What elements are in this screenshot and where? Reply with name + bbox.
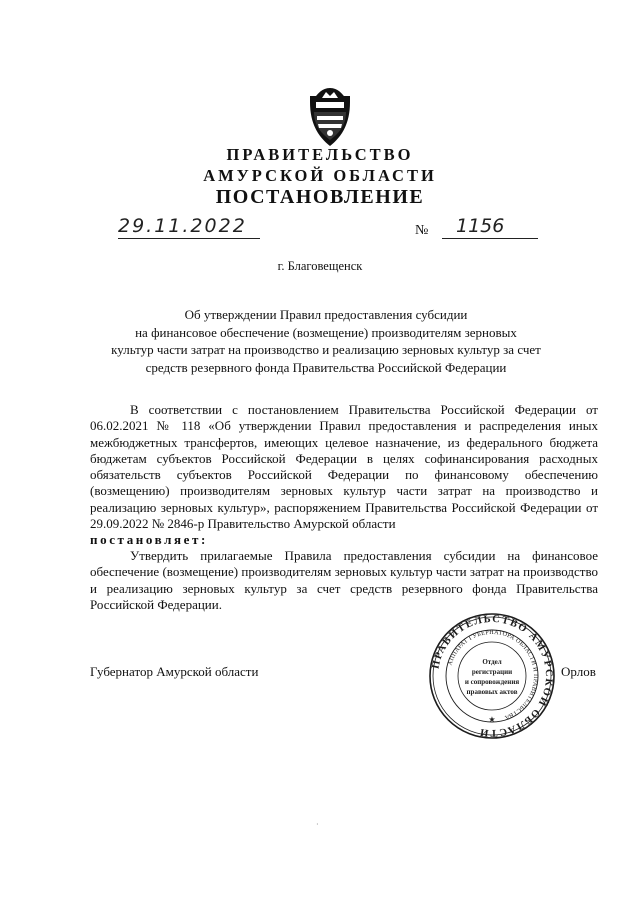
subject-line: Об утверждении Правил предоставления субсидии — [184, 307, 468, 322]
decree-subject — [90, 306, 562, 376]
handwritten-date: 29.11.2022 — [118, 214, 260, 239]
subject-line: на финансовое обеспечение (возмещение) производителям зерновых — [135, 324, 517, 340]
number-sign: № — [415, 223, 429, 238]
signatory-name: Орлов — [561, 664, 596, 679]
stamp-star-icon: ★ — [488, 715, 496, 724]
stamp-outer-ring-text: ПРАВИТЕЛЬСТВО АМУРСКОЙ ОБЛАСТИ — [430, 613, 555, 739]
stamp-center-line: регистрации — [471, 668, 513, 676]
government-title-line2: АМУРСКОЙ ОБЛАСТИ — [203, 166, 437, 185]
city-label: г. Благовещенск — [277, 259, 363, 273]
document-type-title: ПОСТАНОВЛЕНИЕ — [215, 186, 425, 208]
stamp-center-line: правовых актов — [466, 688, 518, 696]
government-title-line1: ПРАВИТЕЛЬСТВО — [226, 145, 414, 164]
stamp-center-line: и сопровождения — [464, 678, 520, 686]
subject-line: культур части затрат на производство и реализацию зерновых культур за счет — [111, 342, 541, 357]
scan-speck: · — [316, 820, 319, 829]
subject-line: средств резервного фонда Правительства Российской Федерации — [145, 359, 507, 375]
coat-of-arms-icon — [300, 86, 360, 148]
preamble-paragraph: В соответствии с постановлением Правительства Российской Федерации от 06.02.2021 № 118 «Об утверждении Правил предоставления и распределения иных межбюджетных трансфертов, имеющих целевое назначение, из федерального бюджета бюджетам субъектов Российской Федерации в целях софинансирования расходных обязательств субъектов Российской Федерации по финансовому обеспечению (возмещению) производителям зерновых культур части затрат на производство и реализацию зерновых культур», распоряжением Правительства Российской Федерации от 29.09.2022 № 2846-р Правительство Амурской области — [90, 402, 598, 532]
operative-paragraph: Утвердить прилагаемые Правила предоставления субсидии на финансовое обеспечение (возмещение) производителям зерновых культур части затрат на производство и реализацию зерновых культур за счет средств резервного фонда Правительства Российской Федерации. — [90, 548, 598, 612]
official-stamp — [428, 612, 556, 740]
stamp-inner-ring-text: АППАРАТ ГУБЕРНАТОРА ОБЛАСТИ И ПРАВИТЕЛЬСТВА — [446, 628, 540, 721]
handwritten-number: 1156 — [442, 214, 538, 239]
stamp-center-line: Отдел — [482, 658, 502, 666]
decree-word: постановляет: — [90, 532, 208, 547]
signatory-position: Губернатор Амурской области — [90, 664, 259, 679]
